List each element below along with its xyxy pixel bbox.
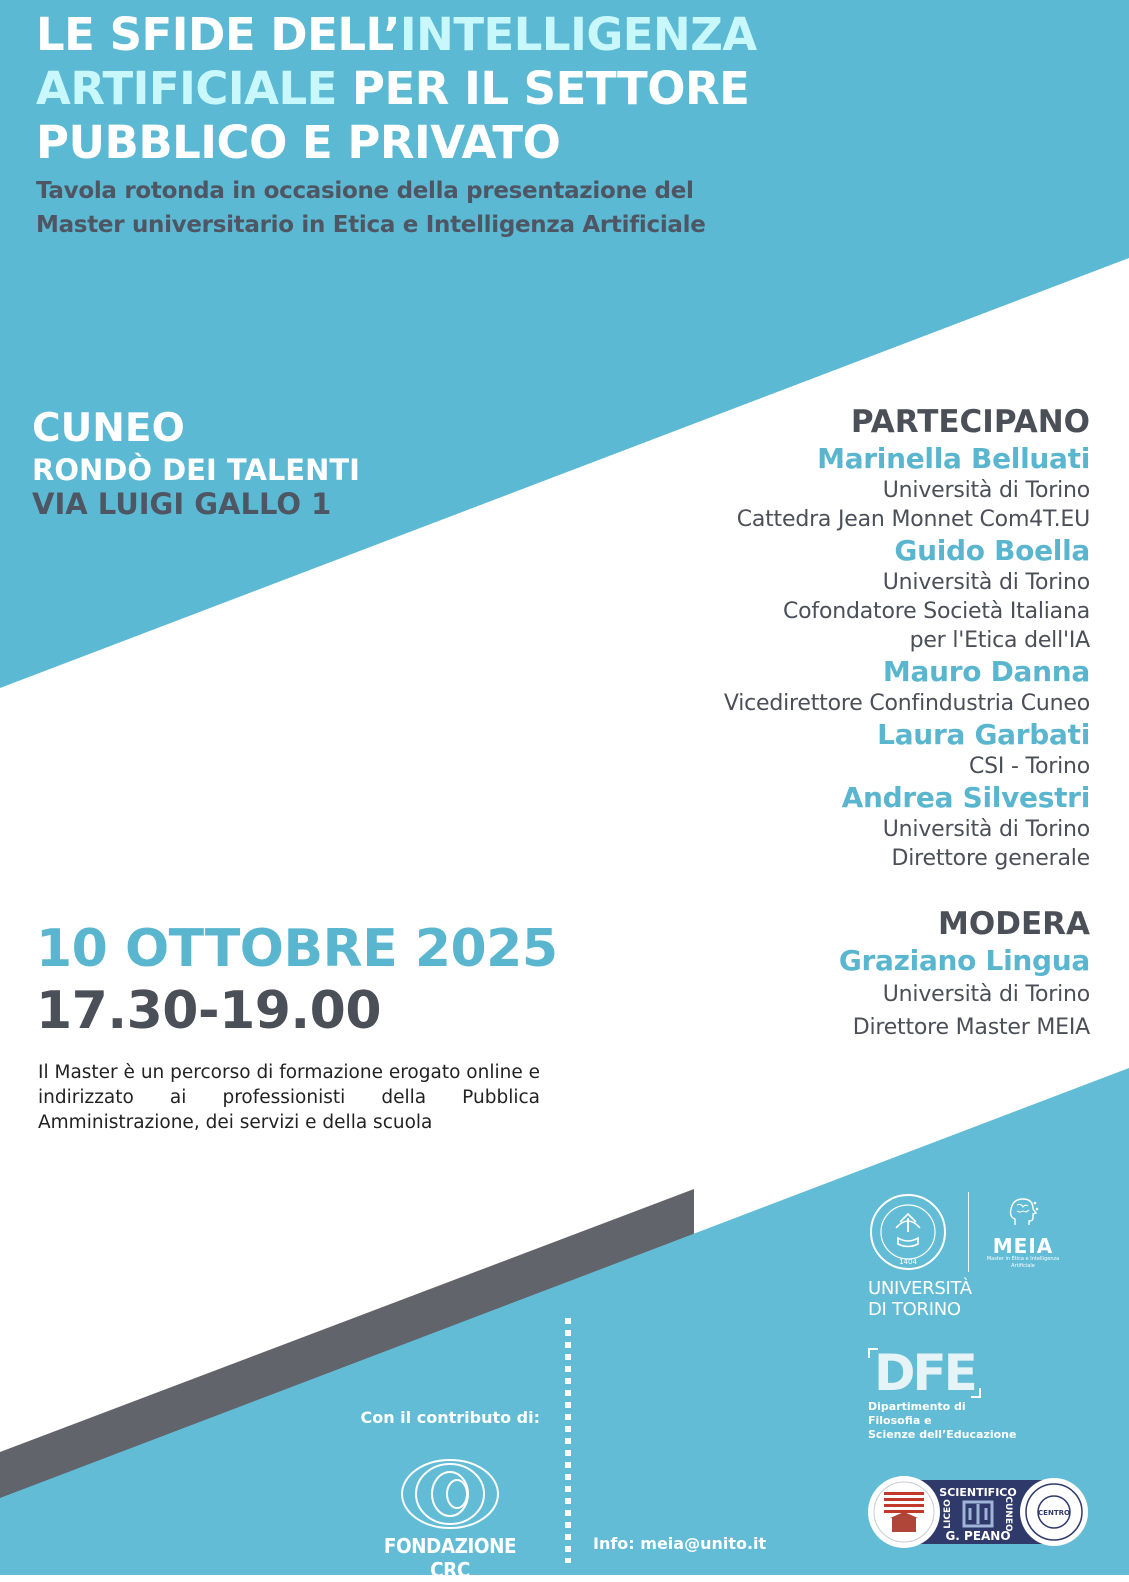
participant [610, 781, 1090, 873]
participant-affiliation: Università di Torino [882, 570, 1090, 595]
participant-name: Marinella Belluati [817, 442, 1090, 475]
dfe-mark: DFE [868, 1346, 981, 1400]
participant [610, 442, 1090, 534]
moderator-block [610, 904, 1090, 1044]
svg-text:G. PEANO: G. PEANO [945, 1529, 1011, 1543]
participant-name: Andrea Silvestri [841, 781, 1090, 814]
sponsor-name: FONDAZIONE CRC [383, 1534, 517, 1582]
meia-wordmark: MEIA [992, 1233, 1054, 1258]
svg-text:CENTRO: CENTRO [1038, 1509, 1070, 1517]
crc-rings-icon [395, 1455, 505, 1533]
participant-affiliation: Università di Torino [882, 478, 1090, 503]
moderator-name: Graziano Lingua [838, 944, 1090, 977]
contribution-label: Con il contributo di: [360, 1408, 540, 1427]
venue-place: RONDÒ DEI TALENTI [32, 453, 360, 487]
meia-tagline: Master in Etica e Intelligenza Artificiale [986, 1255, 1060, 1269]
participant-affiliation: Università di Torino [882, 817, 1090, 842]
info-email-link[interactable]: Info: meia@unito.it [593, 1534, 767, 1553]
title-highlight: INTELLIGENZA [399, 8, 757, 61]
participant [610, 655, 1090, 718]
brain-head-icon [1005, 1195, 1041, 1231]
participant [610, 718, 1090, 781]
svg-text:1404: 1404 [899, 1258, 917, 1266]
participant-role: Direttore generale [891, 846, 1090, 871]
dfe-name: Dipartimento di Filosofia e Scienze dell’Educazione [868, 1400, 1017, 1441]
unito-name: UNIVERSITÀ DI TORINO [868, 1278, 972, 1320]
event-time: 17.30-19.00 [36, 981, 382, 1041]
moderator-heading: MODERA [938, 906, 1090, 942]
venue-city: CUNEO [32, 406, 185, 451]
participant-role: Cattedra Jean Monnet Com4T.EU [736, 507, 1090, 532]
event-subtitle: Tavola rotonda in occasione della presentazione del Master universitario in Etica e Intelligenza Artificiale [36, 178, 706, 238]
title-highlight: ARTIFICIALE [36, 62, 337, 115]
event-date: 10 OTTOBRE 2025 [36, 919, 558, 979]
participants-list [610, 402, 1090, 873]
moderator-role: Direttore Master MEIA [852, 1015, 1090, 1040]
svg-text:LICEO: LICEO [943, 1499, 953, 1529]
svg-text:SCIENTIFICO: SCIENTIFICO [939, 1486, 1017, 1499]
logo-divider [968, 1192, 969, 1272]
fondazione-crc-logo [355, 1455, 545, 1582]
meia-logo [983, 1195, 1063, 1270]
dfe-logo [868, 1346, 1068, 1442]
participant [610, 534, 1090, 655]
venue-block [32, 405, 360, 521]
participant-affiliation: CSI - Torino [968, 754, 1090, 779]
participant-role: per l'Etica dell'IA [909, 628, 1090, 653]
participant-role: Cofondatore Società Italiana [783, 599, 1090, 624]
unito-seal-icon [868, 1192, 948, 1272]
liceo-logos [866, 1474, 1090, 1550]
dotted-divider [565, 1318, 571, 1563]
participant-name: Mauro Danna [882, 655, 1090, 688]
svg-text:CUNEO: CUNEO [1003, 1496, 1013, 1532]
master-description: Il Master è un percorso di formazione erogato online e indirizzato ai professionisti della Pubblica Amministrazione, dei servizi e della scuola [38, 1062, 540, 1133]
participant-name: Guido Boella [894, 534, 1090, 567]
venue-address: VIA LUIGI GALLO 1 [32, 487, 332, 521]
participant-role: Vicedirettore Confindustria Cuneo [723, 691, 1090, 716]
unito-meia-logos [868, 1192, 1078, 1320]
moderator-affiliation: Università di Torino [882, 982, 1090, 1007]
temple-icon [892, 1518, 916, 1532]
participants-heading: PARTECIPANO [850, 404, 1090, 440]
participant-name: Laura Garbati [877, 718, 1090, 751]
event-title: LE SFIDE DELL’INTELLIGENZA ARTIFICIALE PER IL SETTORE PUBBLICO E PRIVATO [36, 8, 757, 169]
